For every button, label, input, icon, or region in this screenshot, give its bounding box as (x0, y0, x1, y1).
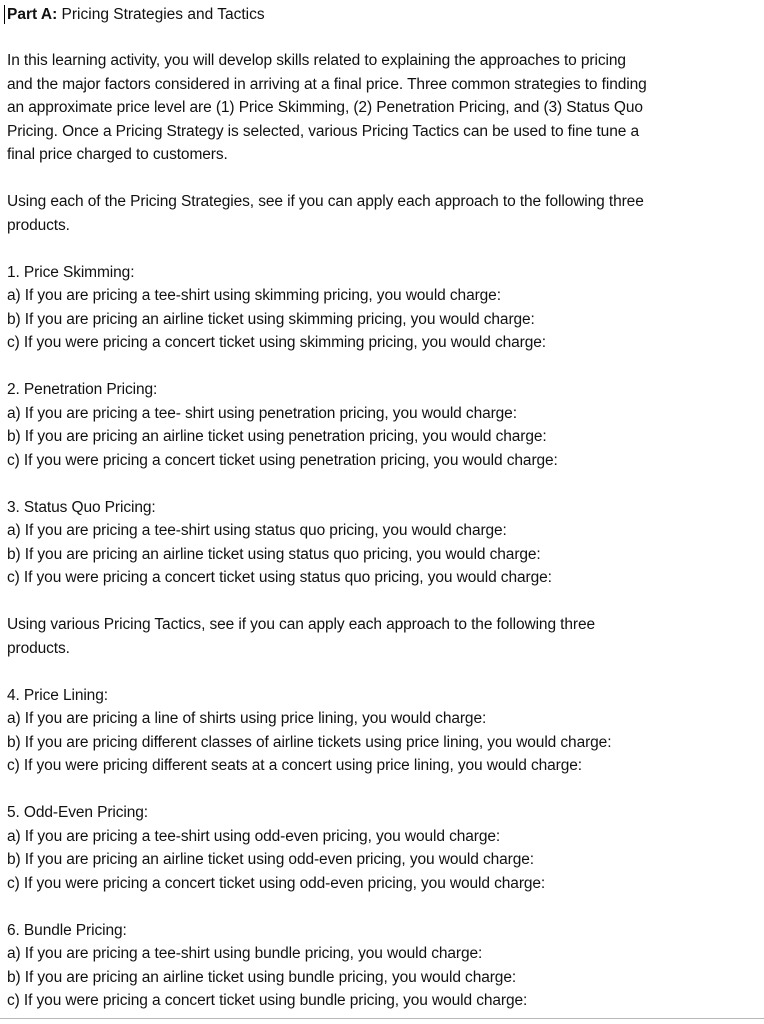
page-title (7, 2, 764, 27)
question-item: a) If you are pricing a line of shirts using price lining, you would charge: (7, 710, 487, 727)
question-item: b) If you are pricing an airline ticket using status quo pricing, you would charge: (7, 545, 541, 563)
tactics-intro-paragraph (7, 613, 764, 660)
intro-paragraph (7, 49, 764, 167)
section-price-skimming (7, 261, 764, 355)
intro-line: and the major factors considered in arriving at a final price. Three common strategies to finding (7, 75, 647, 93)
question-item: a) If you are pricing a tee-shirt using status quo pricing, you would charge: (7, 522, 507, 539)
question-item: c) If you were pricing a concert ticket using status quo pricing, you would charge: (7, 569, 552, 586)
question-item: c) If you were pricing a concert ticket using odd-even pricing, you would charge: (7, 874, 546, 892)
section-status-quo-pricing (7, 496, 764, 590)
question-item: b) If you are pricing an airline ticket using skimming pricing, you would charge: (7, 310, 535, 328)
title-label: Part A: (7, 6, 58, 23)
text-cursor (4, 5, 5, 24)
intro-line: In this learning activity, you will develop skills related to explaining the approaches to pricing (7, 52, 626, 69)
question-item: b) If you are pricing an airline ticket using penetration pricing, you would charge: (7, 428, 547, 445)
question-item: a) If you are pricing a tee-shirt using skimming pricing, you would charge: (7, 287, 501, 304)
section-heading: 1. Price Skimming: (7, 263, 135, 281)
section-odd-even-pricing (7, 801, 764, 895)
question-item: c) If you were pricing a concert ticket using penetration pricing, you would charge: (7, 451, 558, 469)
question-item: c) If you were pricing a concert ticket using bundle pricing, you would charge: (7, 992, 528, 1009)
question-item: a) If you are pricing a tee-shirt using odd-even pricing, you would charge: (7, 827, 501, 845)
intro-line: Pricing. Once a Pricing Strategy is selected, various Pricing Tactics can be used to fine tune a (7, 122, 639, 140)
section-penetration-pricing (7, 378, 764, 472)
strategies-intro-paragraph (7, 190, 764, 237)
question-item: b) If you are pricing an airline ticket using bundle pricing, you would charge: (7, 968, 517, 986)
section-price-lining (7, 684, 764, 778)
question-item: a) If you are pricing a tee-shirt using bundle pricing, you would charge: (7, 945, 483, 962)
tactics-intro-line: Using various Pricing Tactics, see if you can apply each approach to the following three (7, 616, 595, 633)
page-bottom-divider (0, 1018, 764, 1019)
section-heading: 5. Odd-Even Pricing: (7, 804, 149, 821)
section-heading: 3. Status Quo Pricing: (7, 498, 156, 516)
question-item: b) If you are pricing an airline ticket using odd-even pricing, you would charge: (7, 851, 534, 868)
strategies-intro-line: Using each of the Pricing Strategies, see if you can apply each approach to the following three (7, 193, 644, 210)
question-item: b) If you are pricing different classes of airline tickets using price lining, you would charge: (7, 733, 612, 751)
section-heading: 6. Bundle Pricing: (7, 921, 127, 939)
intro-line: an approximate price level are (1) Price Skimming, (2) Penetration Pricing, and (3) Status Quo (7, 99, 643, 116)
section-bundle-pricing (7, 919, 764, 1013)
tactics-intro-line: products. (7, 639, 70, 657)
question-item: c) If you were pricing a concert ticket using skimming pricing, you would charge: (7, 334, 546, 351)
question-item: c) If you were pricing different seats at a concert using price lining, you would charge: (7, 757, 582, 774)
section-heading: 2. Penetration Pricing: (7, 381, 158, 398)
section-heading: 4. Price Lining: (7, 686, 108, 704)
strategies-intro-line: products. (7, 216, 70, 234)
title-text: Pricing Strategies and Tactics (57, 6, 265, 23)
intro-line: final price charged to customers. (7, 146, 228, 163)
question-item: a) If you are pricing a tee- shirt using penetration pricing, you would charge: (7, 404, 517, 422)
